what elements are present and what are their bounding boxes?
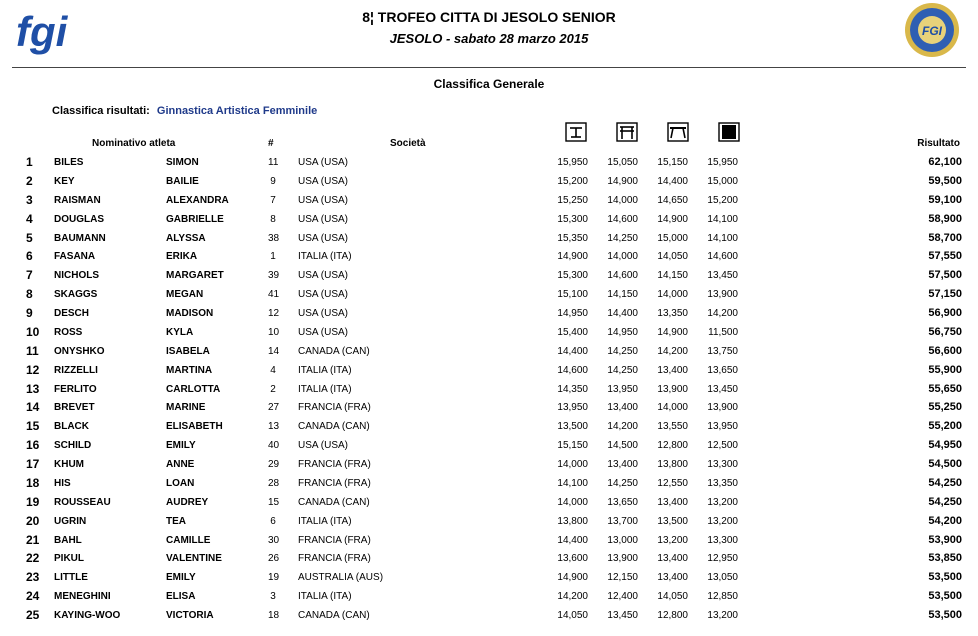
floor-score-cell: 13,200	[707, 515, 738, 527]
beam-score-cell: 12,800	[657, 440, 688, 452]
table-row	[14, 550, 970, 569]
floor-score-cell: 12,500	[707, 440, 738, 452]
beam-score-cell: 14,400	[657, 175, 688, 187]
bib-number-cell: 29	[268, 459, 280, 470]
bars-score-cell: 13,900	[607, 553, 638, 565]
floor-score-cell: 13,950	[707, 421, 738, 433]
bib-number-cell: 39	[268, 270, 280, 282]
col-header-result: Risultato	[917, 138, 960, 149]
floor-score-cell: 14,100	[707, 232, 738, 244]
vault-score-cell: 15,400	[557, 326, 588, 338]
classification-value: Ginnastica Artistica Femminile	[156, 105, 318, 117]
society-cell: CANADA (CAN)	[298, 610, 370, 621]
society-cell: USA (USA)	[298, 232, 349, 244]
beam-score-cell: 13,500	[657, 515, 688, 527]
bars-score-cell: 12,150	[607, 572, 638, 584]
bib-number-cell: 40	[268, 440, 280, 452]
beam-score-cell: 12,800	[657, 610, 688, 621]
last-name-cell: SCHILD	[54, 440, 92, 452]
federation-seal	[904, 2, 960, 58]
society-cell: AUSTRALIA (AUS)	[298, 572, 384, 584]
floor-score-cell: 14,600	[707, 251, 738, 263]
section-title: Classifica Generale	[433, 77, 545, 91]
table-row	[14, 211, 970, 230]
bars-score-cell: 13,000	[607, 534, 638, 546]
rank-cell: 18	[26, 475, 40, 490]
total-score-cell: 56,600	[928, 344, 962, 357]
total-score-cell: 53,500	[928, 590, 962, 603]
last-name-cell: ROUSSEAU	[54, 496, 111, 508]
beam-score-cell: 13,400	[657, 553, 688, 565]
last-name-cell: KHUM	[54, 459, 84, 470]
bib-number-cell: 9	[270, 175, 276, 187]
total-score-cell: 58,900	[928, 212, 962, 225]
table-row	[14, 248, 970, 267]
floor-score-cell: 15,200	[707, 194, 738, 206]
seal-text: FGI	[922, 24, 942, 38]
bars-score-cell: 13,400	[607, 402, 638, 414]
vault-score-cell: 15,150	[557, 440, 588, 452]
beam-score-cell: 13,900	[657, 383, 688, 395]
col-header-athlete: Nominativo atleta	[92, 138, 176, 149]
rank-cell: 21	[26, 532, 40, 547]
vault-score-cell: 15,250	[557, 194, 588, 206]
bib-number-cell: 4	[270, 364, 276, 376]
vault-score-cell: 15,300	[557, 270, 588, 282]
rank-cell: 25	[26, 608, 40, 622]
rank-cell: 9	[26, 306, 33, 320]
last-name-cell: DESCH	[54, 308, 90, 319]
total-score-cell: 58,700	[928, 231, 962, 244]
beam-score-cell: 12,550	[657, 477, 688, 489]
table-row	[14, 569, 970, 588]
first-name-cell: MARGARET	[166, 270, 224, 282]
bars-score-cell: 13,650	[607, 496, 638, 508]
rank-cell: 15	[26, 419, 40, 434]
first-name-cell: CARLOTTA	[166, 383, 221, 395]
society-cell: CANADA (CAN)	[298, 496, 370, 508]
table-row	[14, 513, 970, 532]
vault-score-cell: 14,000	[557, 459, 588, 470]
vault-score-cell: 14,950	[557, 308, 588, 319]
bib-number-cell: 6	[270, 515, 276, 527]
bib-number-cell: 10	[268, 326, 280, 338]
total-score-cell: 53,500	[928, 609, 962, 621]
rank-cell: 1	[26, 155, 33, 169]
rank-cell: 10	[26, 324, 40, 339]
bib-number-cell: 13	[268, 421, 280, 433]
beam-score-cell: 14,000	[657, 402, 688, 414]
table-row	[14, 456, 970, 475]
vault-score-cell: 13,600	[557, 553, 588, 565]
bars-score-cell: 14,400	[607, 308, 638, 319]
vault-score-cell: 14,400	[557, 345, 588, 357]
floor-score-cell: 15,000	[707, 175, 738, 187]
rank-cell: 3	[26, 192, 33, 207]
floor-score-cell: 12,950	[707, 553, 738, 565]
society-cell: ITALIA (ITA)	[298, 383, 352, 395]
vault-score-cell: 13,950	[557, 402, 588, 414]
first-name-cell: EMILY	[166, 440, 196, 452]
beam-score-cell: 14,650	[657, 194, 688, 206]
table-row	[14, 324, 970, 343]
bars-score-cell: 13,400	[607, 459, 638, 470]
bib-number-cell: 3	[270, 591, 276, 603]
society-cell: FRANCIA (FRA)	[298, 402, 371, 414]
bars-score-cell: 13,950	[607, 383, 638, 395]
last-name-cell: KEY	[54, 175, 75, 187]
total-score-cell: 54,250	[928, 495, 962, 508]
beam-score-cell: 14,150	[657, 270, 688, 282]
first-name-cell: ELISA	[166, 591, 196, 603]
vault-score-cell: 14,100	[557, 477, 588, 489]
society-cell: ITALIA (ITA)	[298, 515, 352, 527]
floor-score-cell: 14,200	[707, 308, 738, 319]
vault-score-cell: 14,900	[557, 251, 588, 263]
society-cell: USA (USA)	[298, 326, 349, 338]
bib-number-cell: 28	[268, 477, 280, 489]
first-name-cell: ALEXANDRA	[166, 194, 229, 206]
society-cell: FRANCIA (FRA)	[298, 534, 371, 546]
vault-score-cell: 15,350	[557, 232, 588, 244]
first-name-cell: LOAN	[166, 477, 195, 489]
table-row	[14, 418, 970, 437]
last-name-cell: RIZZELLI	[54, 364, 98, 376]
rank-cell: 23	[26, 570, 40, 585]
floor-score-cell: 15,950	[707, 157, 738, 168]
vault-score-cell: 14,000	[557, 496, 588, 508]
first-name-cell: AUDREY	[166, 496, 209, 508]
society-cell: USA (USA)	[298, 289, 349, 301]
floor-score-cell: 12,850	[707, 591, 738, 603]
first-name-cell: MEGAN	[166, 289, 204, 301]
rank-cell: 19	[26, 494, 40, 509]
bars-score-cell: 12,400	[607, 591, 638, 603]
total-score-cell: 53,850	[928, 552, 962, 565]
table-row	[14, 475, 970, 494]
uneven-bars-icon	[616, 121, 638, 143]
vault-score-cell: 13,800	[557, 515, 588, 527]
vault-score-cell: 15,200	[557, 175, 588, 187]
classification-line	[52, 105, 317, 117]
balance-beam-icon	[667, 121, 689, 143]
society-cell: FRANCIA (FRA)	[298, 459, 371, 470]
last-name-cell: BAUMANN	[54, 232, 106, 244]
bib-number-cell: 8	[270, 213, 276, 225]
floor-score-cell: 13,200	[707, 496, 738, 508]
bars-score-cell: 13,700	[607, 515, 638, 527]
table-row	[14, 381, 970, 400]
table-row	[14, 192, 970, 211]
first-name-cell: ISABELA	[166, 345, 210, 357]
bars-score-cell: 14,150	[607, 289, 638, 301]
total-score-cell: 59,100	[928, 193, 962, 206]
vault-score-cell: 14,600	[557, 364, 588, 376]
total-score-cell: 54,250	[928, 476, 962, 489]
bib-number-cell: 19	[268, 572, 280, 584]
total-score-cell: 55,200	[928, 420, 962, 433]
rank-cell: 12	[26, 362, 40, 377]
society-cell: USA (USA)	[298, 194, 349, 206]
total-score-cell: 55,650	[928, 382, 962, 395]
table-row	[14, 305, 970, 324]
society-cell: ITALIA (ITA)	[298, 251, 352, 263]
rank-cell: 13	[26, 381, 40, 396]
table-row	[14, 343, 970, 362]
last-name-cell: LITTLE	[54, 572, 88, 584]
beam-score-cell: 13,200	[657, 534, 688, 546]
first-name-cell: VICTORIA	[166, 610, 214, 621]
rank-cell: 22	[26, 551, 40, 566]
rank-cell: 14	[26, 400, 40, 415]
bib-number-cell: 1	[270, 251, 276, 263]
bars-score-cell: 15,050	[607, 157, 638, 168]
total-score-cell: 59,500	[928, 174, 962, 187]
beam-score-cell: 13,350	[657, 308, 688, 319]
bib-number-cell: 11	[268, 157, 279, 168]
vault-score-cell: 15,100	[557, 289, 588, 301]
last-name-cell: UGRIN	[54, 515, 87, 527]
page-subtitle: JESOLO - sabato 28 marzo 2015	[389, 31, 589, 46]
society-cell: ITALIA (ITA)	[298, 364, 352, 376]
table-row	[14, 494, 970, 513]
first-name-cell: BAILIE	[166, 175, 199, 187]
bars-score-cell: 14,900	[607, 175, 638, 187]
society-cell: USA (USA)	[298, 308, 349, 319]
vault-score-cell: 14,400	[557, 534, 588, 546]
header-divider	[12, 67, 966, 68]
floor-score-cell: 13,750	[707, 345, 738, 357]
total-score-cell: 56,900	[928, 307, 962, 319]
bars-score-cell: 14,950	[607, 326, 638, 338]
table-row	[14, 362, 970, 381]
society-cell: FRANCIA (FRA)	[298, 553, 371, 565]
bib-number-cell: 38	[268, 232, 280, 244]
rank-cell: 20	[26, 513, 40, 528]
first-name-cell: ALYSSA	[166, 232, 206, 244]
bars-score-cell: 14,600	[607, 213, 638, 225]
beam-score-cell: 14,900	[657, 213, 688, 225]
first-name-cell: KYLA	[166, 326, 194, 338]
last-name-cell: ONYSHKO	[54, 345, 105, 357]
floor-score-cell: 13,900	[707, 289, 738, 301]
vault-score-cell: 15,950	[557, 157, 588, 168]
last-name-cell: RAISMAN	[54, 194, 101, 206]
last-name-cell: PIKUL	[54, 553, 84, 565]
bib-number-cell: 30	[268, 534, 280, 546]
last-name-cell: BAHL	[54, 534, 82, 546]
vault-score-cell: 15,300	[557, 213, 588, 225]
last-name-cell: DOUGLAS	[54, 213, 104, 225]
floor-score-cell: 13,650	[707, 364, 738, 376]
vault-score-cell: 13,500	[557, 421, 588, 433]
bars-score-cell: 14,500	[607, 440, 638, 452]
first-name-cell: TEA	[166, 515, 186, 527]
table-row	[14, 437, 970, 456]
total-score-cell: 53,500	[928, 571, 962, 584]
beam-score-cell: 14,200	[657, 345, 688, 357]
total-score-cell: 57,500	[928, 269, 962, 282]
rank-cell: 7	[26, 268, 33, 283]
bib-number-cell: 2	[270, 383, 276, 395]
last-name-cell: HIS	[54, 477, 71, 489]
last-name-cell: FASANA	[54, 251, 96, 263]
total-score-cell: 54,950	[928, 439, 962, 452]
rank-cell: 11	[26, 343, 39, 358]
page-title: 8¦ TROFEO CITTA DI JESOLO SENIOR	[362, 9, 616, 25]
classification-label: Classifica risultati:	[52, 105, 150, 117]
bars-score-cell: 14,250	[607, 345, 638, 357]
last-name-cell: BREVET	[54, 402, 95, 414]
first-name-cell: MARINE	[166, 402, 206, 414]
beam-score-cell: 15,150	[657, 157, 688, 168]
floor-score-cell: 13,200	[707, 610, 738, 621]
beam-score-cell: 14,000	[657, 289, 688, 301]
bars-score-cell: 14,000	[607, 251, 638, 263]
total-score-cell: 54,500	[928, 458, 962, 470]
beam-score-cell: 14,050	[657, 251, 688, 263]
table-row	[14, 154, 970, 173]
rank-cell: 16	[26, 438, 40, 453]
table-row	[14, 286, 970, 305]
society-cell: USA (USA)	[298, 157, 349, 168]
last-name-cell: KAYING-WOO	[54, 610, 121, 621]
society-cell: USA (USA)	[298, 270, 349, 282]
vault-score-cell: 14,350	[557, 383, 588, 395]
bars-score-cell: 14,250	[607, 232, 638, 244]
first-name-cell: ERIKA	[166, 251, 198, 263]
table-row	[14, 588, 970, 607]
first-name-cell: MARTINA	[166, 364, 213, 376]
bars-score-cell: 14,600	[607, 270, 638, 282]
society-cell: USA (USA)	[298, 440, 349, 452]
society-cell: CANADA (CAN)	[298, 345, 370, 357]
table-row	[14, 532, 970, 551]
total-score-cell: 57,150	[928, 288, 962, 301]
beam-score-cell: 13,550	[657, 421, 688, 433]
table-row	[14, 399, 970, 418]
total-score-cell: 53,900	[928, 533, 962, 546]
total-score-cell: 55,250	[928, 401, 962, 414]
society-cell: FRANCIA (FRA)	[298, 477, 371, 489]
bars-score-cell: 14,250	[607, 364, 638, 376]
vault-score-cell: 14,200	[557, 591, 588, 603]
table-row	[14, 173, 970, 192]
table-row	[14, 267, 970, 286]
col-header-number: #	[268, 138, 274, 149]
floor-score-cell: 11,500	[708, 326, 738, 338]
first-name-cell: SIMON	[166, 157, 199, 168]
vault-icon	[565, 121, 587, 143]
total-score-cell: 56,750	[928, 325, 962, 338]
vault-score-cell: 14,050	[557, 610, 588, 621]
bars-score-cell: 14,200	[607, 421, 638, 433]
first-name-cell: VALENTINE	[166, 553, 222, 565]
floor-exercise-icon	[718, 121, 740, 143]
first-name-cell: ELISABETH	[166, 421, 223, 433]
bib-number-cell: 27	[268, 402, 280, 414]
rank-cell: 4	[26, 211, 33, 226]
floor-score-cell: 13,050	[707, 572, 738, 584]
first-name-cell: GABRIELLE	[166, 213, 224, 225]
floor-score-cell: 13,450	[707, 383, 738, 395]
results-table	[14, 154, 970, 626]
beam-score-cell: 14,900	[657, 326, 688, 338]
last-name-cell: NICHOLS	[54, 270, 99, 282]
last-name-cell: SKAGGS	[54, 289, 98, 301]
vault-score-cell: 14,900	[557, 572, 588, 584]
floor-score-cell: 14,100	[707, 213, 738, 225]
last-name-cell: BLACK	[54, 421, 89, 433]
last-name-cell: ROSS	[54, 326, 83, 338]
bib-number-cell: 15	[268, 496, 280, 508]
table-row	[14, 607, 970, 626]
last-name-cell: BILES	[54, 157, 84, 168]
last-name-cell: FERLITO	[54, 383, 97, 395]
total-score-cell: 57,550	[928, 250, 962, 263]
rank-cell: 5	[26, 230, 33, 245]
beam-score-cell: 15,000	[657, 232, 688, 244]
floor-score-cell: 13,300	[707, 534, 738, 546]
rank-cell: 24	[26, 589, 40, 604]
bib-number-cell: 12	[268, 308, 280, 319]
bib-number-cell: 14	[268, 345, 280, 357]
bars-score-cell: 14,250	[607, 477, 638, 489]
beam-score-cell: 13,400	[657, 364, 688, 376]
total-score-cell: 54,200	[928, 514, 962, 527]
society-cell: ITALIA (ITA)	[298, 591, 352, 603]
society-cell: USA (USA)	[298, 213, 349, 225]
table-row	[14, 230, 970, 249]
last-name-cell: MENEGHINI	[54, 591, 111, 603]
beam-score-cell: 13,400	[657, 572, 688, 584]
floor-score-cell: 13,450	[707, 270, 738, 282]
first-name-cell: ANNE	[166, 459, 195, 470]
beam-score-cell: 13,400	[657, 496, 688, 508]
bib-number-cell: 41	[268, 289, 280, 301]
society-cell: USA (USA)	[298, 175, 349, 187]
fgi-logo-text: fgi	[16, 8, 68, 55]
bib-number-cell: 7	[270, 194, 276, 206]
rank-cell: 8	[26, 287, 33, 302]
floor-score-cell: 13,300	[707, 459, 738, 470]
first-name-cell: MADISON	[166, 308, 214, 319]
first-name-cell: CAMILLE	[166, 534, 211, 546]
bars-score-cell: 14,000	[607, 194, 638, 206]
society-cell: CANADA (CAN)	[298, 421, 370, 433]
rank-cell: 17	[26, 457, 40, 471]
beam-score-cell: 14,050	[657, 591, 688, 603]
rank-cell: 2	[26, 173, 33, 188]
bib-number-cell: 26	[268, 553, 280, 565]
beam-score-cell: 13,800	[657, 459, 688, 470]
col-header-society: Società	[390, 138, 426, 149]
total-score-cell: 55,900	[928, 363, 962, 376]
floor-score-cell: 13,350	[707, 477, 738, 489]
floor-score-cell: 13,900	[707, 402, 738, 414]
total-score-cell: 62,100	[928, 156, 962, 168]
bars-score-cell: 13,450	[607, 610, 638, 621]
bib-number-cell: 18	[268, 610, 280, 621]
rank-cell: 6	[26, 249, 33, 264]
first-name-cell: EMILY	[166, 572, 196, 584]
